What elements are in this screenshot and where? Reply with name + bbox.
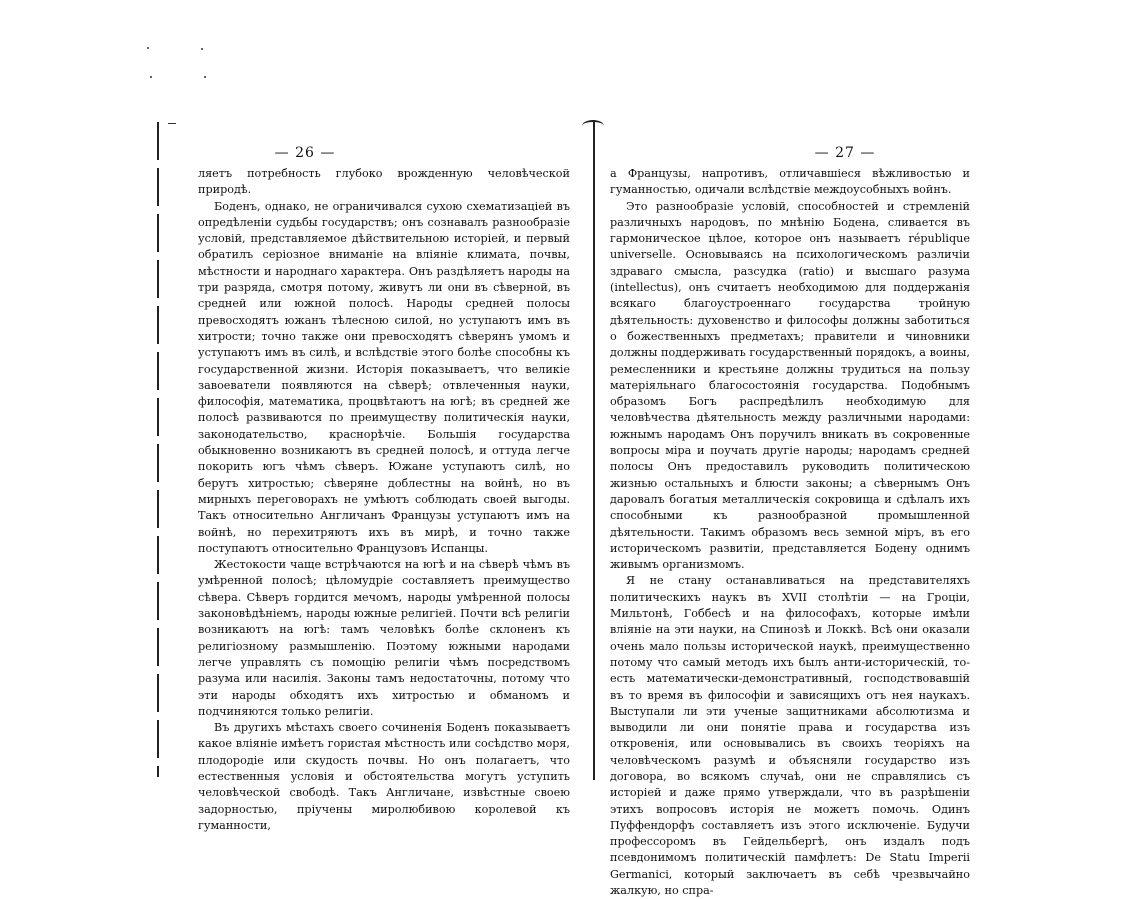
page-text <box>610 166 970 899</box>
page-text <box>198 166 570 834</box>
paragraph: а Французы, напротивъ, отличавшіеся вѣжливостью и гуманностью, одичали вслѣдствіе междоусобныхъ войнъ. <box>610 167 970 197</box>
paragraph: Жестокости чаще встрѣчаются на югѣ и на сѣверѣ чѣмъ въ умѣренной полосѣ; цѣломудріе составляетъ преимущество сѣвера. Сѣверъ гордится мечомъ, народы умѣренной полосы законовѣдѣніемъ, народы южные религіей. Почти всѣ религіи возникаютъ на югѣ: тамъ человѣкъ болѣе склоненъ къ религіозному размышленію. Поэтому южными народами легче управлять съ помощію религіи чѣмъ посредствомъ разума или насилія. Законы тамъ недостаточны, потому что эти народы обходятъ ихъ хитростью и обманомъ и подчиняются только религіи. <box>198 558 570 718</box>
page-number: — 26 — <box>274 145 336 161</box>
left-page <box>0 0 570 834</box>
paragraph: Въ другихъ мѣстахъ своего сочиненія Боденъ показываетъ какое вліяніе имѣетъ гористая мѣстность или сосѣдство моря, плодородіе или скудость почвы. Но онъ полагаетъ, что естественныя условія и обстоятельства могутъ уступить человѣческой свободѣ. Такъ Англичане, извѣстные своею задорностью, пріучены миролюбивою королевой къ гуманности, <box>198 721 570 832</box>
page-number: — 27 — <box>814 145 876 161</box>
paragraph: Это разнообразіе условій, способностей и стремленій различныхъ народовъ, по мнѣнію Бодена, сливается въ гармоническое цѣлое, которое онъ называетъ république universelle. Основываясь на психологическомъ различіи здраваго смысла, разсудка (ratio) и высшаго разума (intellectus), онъ считаетъ необходимою для поддержанія всякаго благоустроеннаго государства тройную дѣятельность: духовенство и философы должны заботиться о божественныхъ предметахъ; правители и чиновники должны поддерживать государственный порядокъ, а воины, ремесленники и крестьяне должны трудиться на пользу матеріяльнаго благосостоянія государства. Подобнымъ образомъ Богъ распредѣлилъ необходимую для человѣчества дѣятельность между различными народами: южнымъ народамъ Онъ поручилъ вникать въ сокровенные вопросы міра и поучать другіе народы; народамъ средней полосы Онъ предоставилъ руководить политическою жизнью остальныхъ и блюсти законы; а сѣвернымъ Онъ даровалъ богатыя металлическія сокровища и сдѣлалъ ихъ способными къ разнообразной промышленной дѣятельности. Такимъ образомъ весь земной міръ, въ его историческомъ развитіи, представляется Бодену однимъ живымъ организмомъ. <box>610 199 970 572</box>
paragraph: Боденъ, однако, не ограничивался сухою схематизаціей въ опредѣленіи судьбы государствъ; онъ сознавалъ разнообразіе условій, представляемое дѣйствительною исторіей, и первый обратилъ серіозное вниманіе на вліяніе климата, почвы, мѣстности и народнаго характера. Онъ раздѣляетъ народы на три разряда, смотря потому, живутъ ли они въ сѣверной, въ средней или южной полосѣ. Народы средней полосы превосходятъ южанъ тѣлесною силой, но уступаютъ имъ въ хитрости; точно также они превосходятъ сѣверянъ умомъ и уступаютъ имъ въ силѣ, и вслѣдствіе этого болѣе способны къ государственной жизни. Исторія показываетъ, что великіе завоеватели появляются на сѣверѣ; отвлеченныя науки, философія, математика, процвѣтаютъ на югѣ; въ средней же полосѣ развиваются по преимуществу политическія науки, законодательство, краснорѣчіе. Большія государства обыкновенно возникаютъ въ средней полосѣ, и оттуда легче покорить югъ чѣмъ сѣверъ. Южане уступаютъ силѣ, но берутъ хитростью; сѣверяне доблестны на войнѣ, но въ мирныхъ переговорахъ не умѣютъ соблюдать своей выгоды. Такъ относительно Англичанъ Французы уступаютъ имъ на войнѣ, но перехитряютъ ихъ въ мирѣ, и точно также поступаютъ относительно Французовъ Испанцы. <box>198 199 570 555</box>
right-page <box>570 0 1140 898</box>
paragraph: ляетъ потребность глубоко врожденную человѣческой природѣ. <box>198 167 570 197</box>
paragraph: Я не стану останавливаться на представителяхъ политическихъ наукъ въ XVII столѣтіи — на Гроціи, Мильтонѣ, Гоббесѣ и на философахъ, которые имѣли вліяніе на эти науки, на Спинозѣ и Локкѣ. Всѣ они оказали очень мало пользы исторической наукѣ, преимущественно потому что самый методъ ихъ былъ анти-историческій, то-есть математически-демонстративный, господствовавшій въ то время въ философіи и зависящихъ отъ нея наукахъ. Выступали ли эти ученые защитниками абсолютизма и выводили ли они понятіе права и государства изъ откровенія, или основывались въ своихъ теоріяхъ на человѣческомъ разумѣ и объясняли государство изъ договора, во всякомъ случаѣ, они не справлялись съ исторіей и даже прямо утверждали, что въ разрѣшеніи этихъ вопросовъ исторія не можетъ помочь. Одинъ Пуффендорфъ составляетъ изъ этого исключеніе. Будучи профессоромъ въ Гейдельбергѣ, онъ издалъ подъ псевдонимомъ политическій памфлетъ: De Statu Imperii Germanici, который заключаетъ въ себѣ чрезвычайно жалкую, но спра- <box>610 574 970 898</box>
